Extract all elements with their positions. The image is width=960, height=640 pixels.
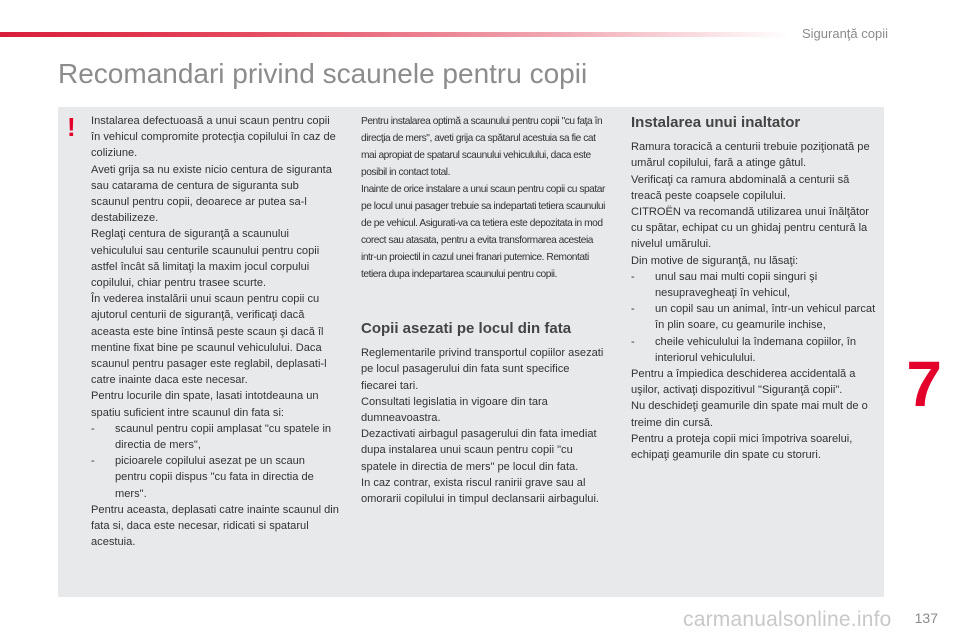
list-item: - unul sau mai multi copii singuri şi nesupravegheaţi în vehicul, <box>631 270 818 300</box>
body-text: Reglementarile privind transportul copiilor asezati pe locul pasagerului din fata sunt specifice fiecarei tari. <box>361 347 604 392</box>
body-text: In caz contrar, exista riscul ranirii grave sau al omorarii copilului in timpul declansarii airbagului. <box>361 476 600 506</box>
list-item: - un copil sau un animal, într-un vehicul parcat în plin soare, cu geamurile inchise, <box>631 303 876 332</box>
warning-text: Instalarea defectuoasă a unui scaun pentru copii în vehicul compromite protecţia copilului în caz de coliziune. <box>91 115 336 160</box>
watermark: carmanualsonline.info <box>683 608 892 631</box>
body-text: CITROËN va recomandă utilizarea unui înălţător cu spătar, echipat cu un ghidaj pentru centură la nivelul umărului. <box>631 206 870 251</box>
body-text: Consultati legislatia in vigoare din tara dumneavoastra. <box>361 395 548 425</box>
warning-text: În vederea instalării unui scaun pentru copii cu ajutorul centurii de siguranţă, verificaţi dacă aceasta este bine întinsă peste scaun şi dacă îl mentine fixat bine pe scaunul vehiculului. Daca scaunul pentru pasager este reglabil, deplasati-l catre inainte daca este necesar. <box>91 293 327 387</box>
warning-text: Aveti grija sa nu existe nicio centura de siguranta sau catarama de centura de siguranta sub scaunul pentru copii, deoarece ar putea sa-l destabilizeze. <box>91 163 332 225</box>
content-panel <box>58 107 884 597</box>
page-number: 137 <box>914 610 938 626</box>
body-text: Nu deschideţi geamurile din spate mai mult de o treime din cursă. <box>631 400 868 429</box>
list-item: - scaunul pentru copii amplasat "cu spatele in directia de mers", <box>91 422 332 452</box>
body-text: Pentru a proteja copii mici împotriva soarelui, echipaţi geamurile din spate cu storuri. <box>631 432 853 462</box>
body-text: Pentru a împiedica deschiderea accidentală a uşilor, activaţi dispozitivul "Siguranţă copii". <box>631 368 856 397</box>
warning-text: Pentru locurile din spate, lasati intotdeauna un spatiu suficient intre scaunul din fata si: <box>91 390 319 419</box>
warning-column <box>91 113 339 550</box>
body-text: Verificaţi ca ramura abdominală a centurii să treacă peste coapsele copilului. <box>631 173 850 202</box>
middle-column <box>361 113 605 507</box>
page-title: Recomandari privind scaunele pentru copii <box>58 58 588 89</box>
warning-icon: ! <box>67 112 76 142</box>
warning-text: Reglaţi centura de siguranţă a scaunului vehiculului sau centurile scaunului pentru copii astfel încât să limitaţi la maxim jocul corpului copilului, chiar pentru trasee scurte. <box>91 228 320 290</box>
section-name: Siguranţă copii <box>802 26 888 41</box>
body-text: Ramura toracică a centurii trebuie poziţionată pe umărul copilului, fară a atinge gâtul. <box>631 141 870 170</box>
list-item: - cheile vehiculului la îndemana copiilor, în interiorul vehiculului. <box>631 335 857 364</box>
body-text: Inainte de orice instalare a unui scaun pentru copii cu spatar pe locul unui pasager trebuie sa indepartati tetiera scaunului de pe vehicul. Asigurati-va ca tetiera este depozitata in mod corect sau atasata, pentru a evita transformarea acesteia intr-un proiectil in cazul unei franari puternice. Remontati tetiera dupa indepartarea scaunului pentru copii. <box>361 184 605 280</box>
section-heading: Instalarea unui inaltator <box>631 114 801 131</box>
body-text: Pentru instalarea optimă a scaunului pentru copii "cu faţa în direcţia de mers", aveti grija ca spătarul acestuia sa fie cat mai apropiat de spatarul scaunului vehiculului, daca este posibil in contact total. <box>361 116 603 178</box>
warning-text: Pentru aceasta, deplasati catre inainte scaunul din fata si, daca este necesar, ridicati si spatarul acestuia. <box>91 503 339 549</box>
right-column <box>631 113 881 463</box>
body-text: Dezactivati airbagul pasagerului din fata imediat dupa instalarea unui scaun pentru copii "cu spatele in directia de mers" pe locul din fata. <box>361 428 597 473</box>
body-text: Din motive de siguranţă, nu lăsaţi: <box>631 254 799 267</box>
section-heading: Copii asezati pe locul din fata <box>361 320 572 337</box>
header-accent-bar <box>0 32 790 37</box>
chapter-number: 7 <box>906 348 942 420</box>
list-item: - picioarele copilului asezat pe un scaun pentru copii dispus "cu fata in directia de mers". <box>91 455 314 500</box>
